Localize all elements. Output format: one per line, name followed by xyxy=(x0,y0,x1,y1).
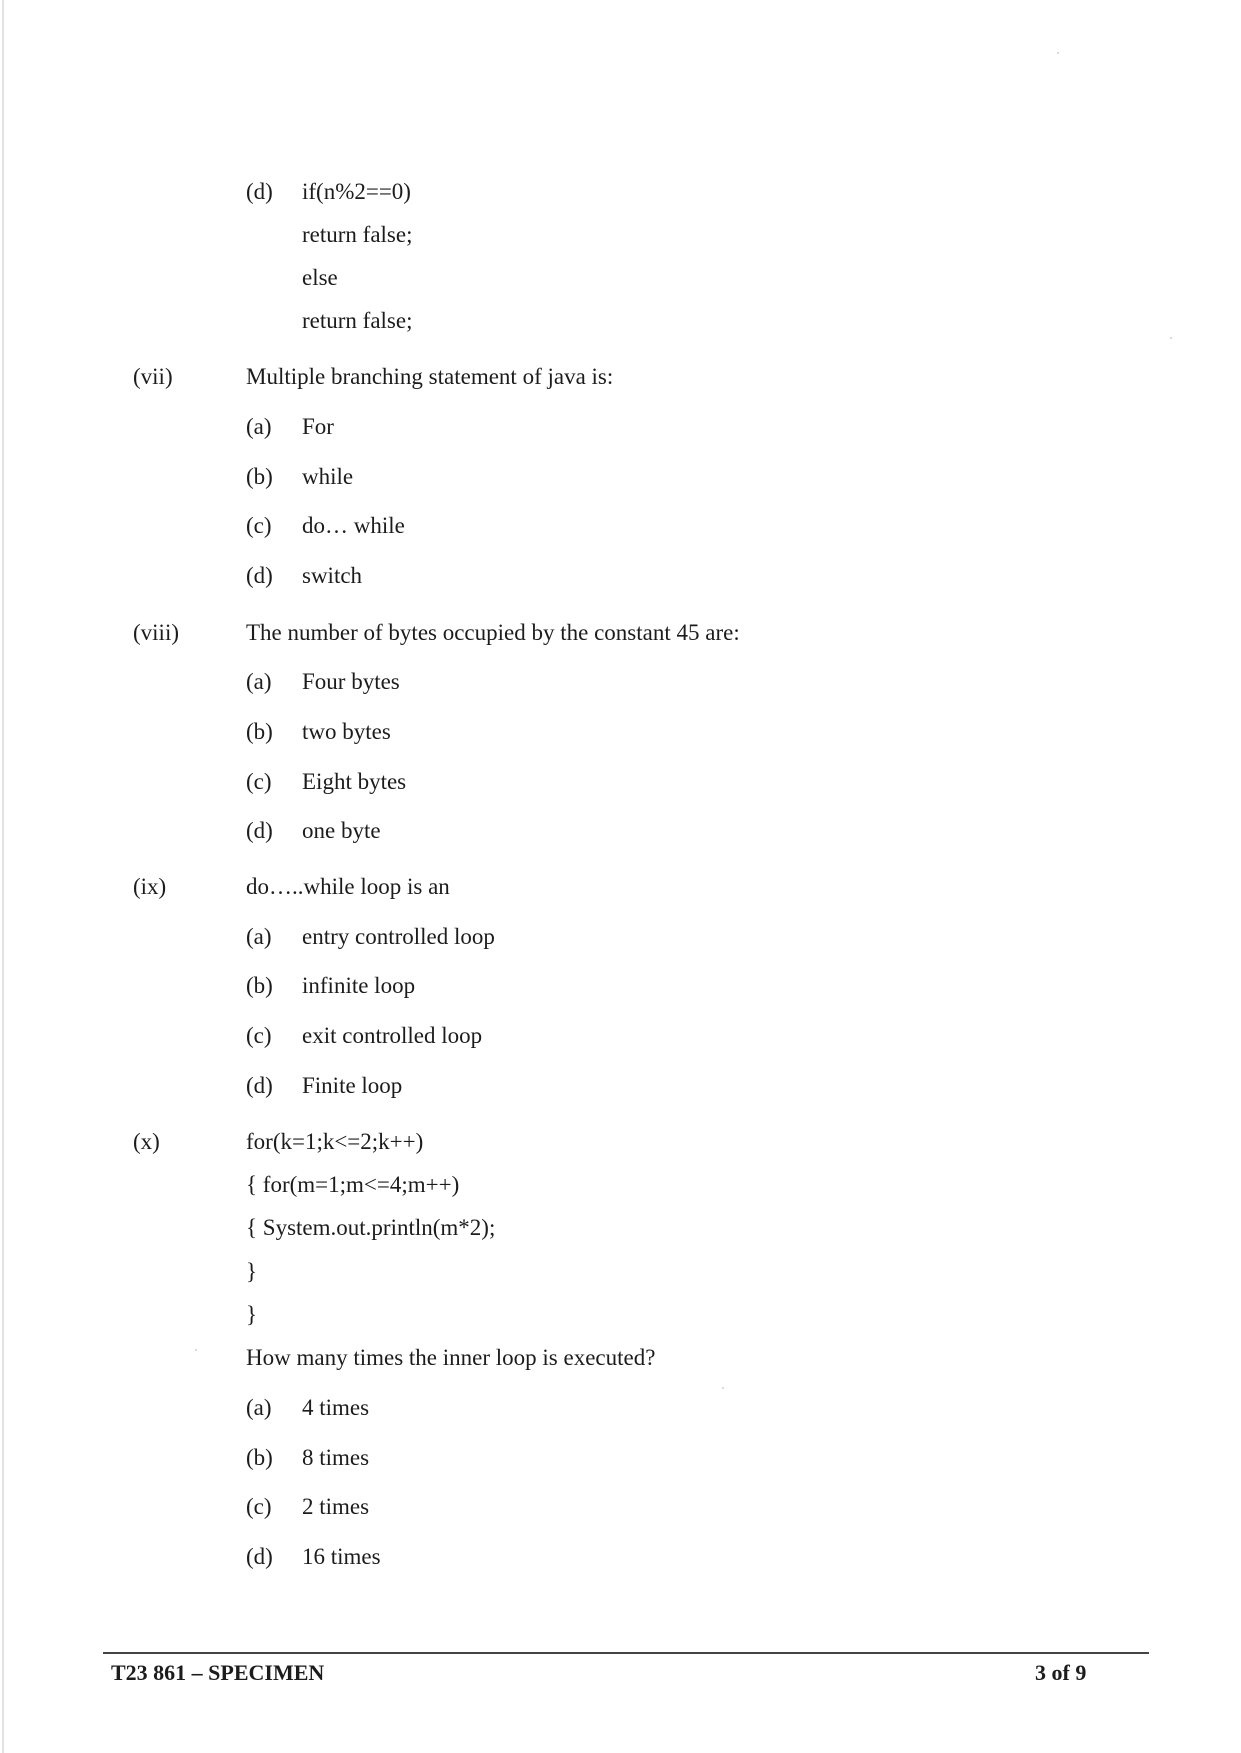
paper-code: T23 861 – SPECIMEN xyxy=(111,1660,325,1685)
option-text: two bytes xyxy=(302,719,391,744)
question-text: do…..while loop is an xyxy=(246,874,450,899)
scan-speck xyxy=(1170,337,1172,339)
question-text: Multiple branching statement of java is: xyxy=(246,364,614,389)
page-number: 3 of 9 xyxy=(1035,1660,1087,1685)
code-line: else xyxy=(302,265,338,290)
option-label: (c) xyxy=(246,1494,272,1519)
question-text: The number of bytes occupied by the constant 45 are: xyxy=(246,620,740,645)
scan-speck xyxy=(195,1349,197,1351)
option-text: while xyxy=(302,464,354,489)
option-text: 16 times xyxy=(302,1544,381,1569)
code-line: } xyxy=(246,1302,258,1327)
option-label: (b) xyxy=(246,464,273,489)
code-line: return false; xyxy=(302,308,413,333)
option-label: (b) xyxy=(246,719,273,744)
question-number: (vii) xyxy=(133,364,173,389)
option-label: (c) xyxy=(246,1023,272,1048)
option-label: (a) xyxy=(246,414,272,439)
option-text: 4 times xyxy=(302,1395,370,1420)
code-line: { for(m=1;m<=4;m++) xyxy=(246,1172,460,1197)
footer-rule xyxy=(103,1652,1149,1654)
option-label: (d) xyxy=(246,1544,273,1569)
code-line: { System.out.println(m*2); xyxy=(246,1215,496,1240)
option-label: (a) xyxy=(246,669,272,694)
option-text: one byte xyxy=(302,818,381,843)
option-text: For xyxy=(302,414,334,439)
option-label: (d) xyxy=(246,818,273,843)
option-text: switch xyxy=(302,563,363,588)
option-label: (c) xyxy=(246,513,272,538)
scan-speck xyxy=(1057,52,1059,54)
option-text: 2 times xyxy=(302,1494,370,1519)
option-text: 8 times xyxy=(302,1445,370,1470)
page-edge xyxy=(2,0,4,1753)
option-label: (a) xyxy=(246,924,272,949)
code-line: return false; xyxy=(302,222,413,247)
option-label: (c) xyxy=(246,769,272,794)
option-text: Finite loop xyxy=(302,1073,403,1098)
question-text: How many times the inner loop is executed? xyxy=(246,1345,656,1370)
code-line: } xyxy=(246,1259,258,1284)
option-text: do… while xyxy=(302,513,405,538)
option-label: (d) xyxy=(246,563,273,588)
option-label: (b) xyxy=(246,973,273,998)
question-number: (viii) xyxy=(133,620,179,645)
option-text: infinite loop xyxy=(302,973,416,998)
option-text: exit controlled loop xyxy=(302,1023,483,1048)
option-text: Four bytes xyxy=(302,669,400,694)
scan-speck xyxy=(722,1387,724,1389)
option-text: Eight bytes xyxy=(302,769,407,794)
option-text: entry controlled loop xyxy=(302,924,495,949)
option-label: (d) xyxy=(246,1073,273,1098)
option-label: (a) xyxy=(246,1395,272,1420)
question-number: (x) xyxy=(133,1129,160,1154)
option-label: (b) xyxy=(246,1445,273,1470)
option-label: (d) xyxy=(246,179,273,204)
code-line: if(n%2==0) xyxy=(302,179,411,204)
question-number: (ix) xyxy=(133,874,167,899)
code-line: for(k=1;k<=2;k++) xyxy=(246,1129,424,1154)
